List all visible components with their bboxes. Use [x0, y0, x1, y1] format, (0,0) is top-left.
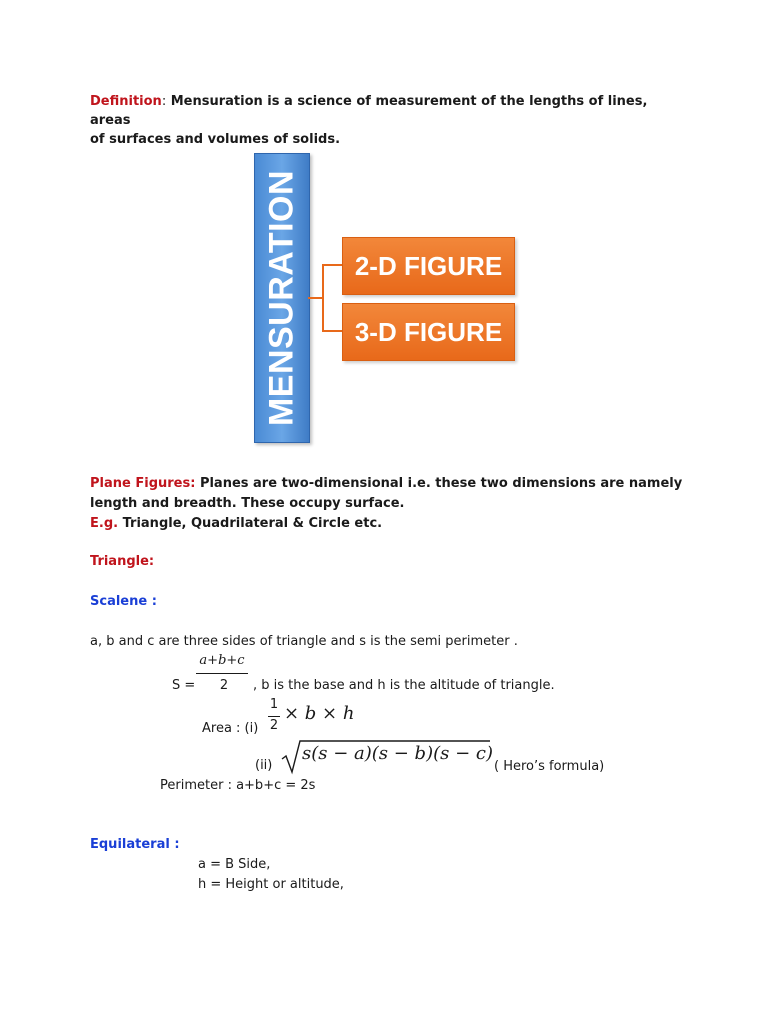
- s-denominator: 2: [219, 678, 229, 693]
- area-label: Area : (i): [202, 721, 259, 736]
- heron-label: (ii): [255, 758, 273, 773]
- plane-figures-label: Plane Figures:: [90, 476, 196, 491]
- triangle-heading: Triangle:: [90, 554, 155, 569]
- equilateral-heading: Equilateral :: [90, 837, 180, 852]
- scalene-intro: a, b and c are three sides of triangle and s is the semi perimeter .: [90, 634, 518, 649]
- area-denominator: 2: [269, 718, 279, 733]
- s-numerator: a+b+c: [199, 653, 245, 668]
- area-expression: × b × h: [284, 703, 355, 724]
- definition-label: Definition: [90, 94, 162, 109]
- connector-vertical: [322, 264, 324, 331]
- connector-branch-2d: [322, 264, 342, 266]
- scalene-heading: Scalene :: [90, 594, 157, 609]
- area-numerator: 1: [269, 697, 279, 712]
- definition-text-line2: of surfaces and volumes of solids.: [90, 132, 341, 147]
- definition-text-line1: Mensuration is a science of measurement of the lengths of lines, areas: [90, 94, 648, 128]
- s-suffix: , b is the base and h is the altitude of triangle.: [253, 678, 555, 693]
- equilateral-line1: a = B Side,: [198, 857, 271, 872]
- example-text: Triangle, Quadrilateral & Circle etc.: [118, 516, 383, 531]
- mensuration-root-label: MENSURATION: [262, 169, 301, 427]
- 3d-figure-box: 3-D FIGURE: [342, 303, 515, 361]
- s-fraction-bar: [196, 673, 248, 674]
- perimeter-text: Perimeter : a+b+c = 2s: [160, 778, 316, 793]
- area-fraction-bar: [268, 716, 280, 717]
- heron-expression: s(s − a)(s − b)(s − c): [302, 743, 493, 764]
- heron-note: ( Hero’s formula): [494, 759, 605, 774]
- mensuration-root-box: [254, 153, 310, 443]
- connector-branch-3d: [322, 330, 342, 332]
- definition-separator: :: [161, 94, 167, 109]
- plane-figures-line2: length and breadth. These occupy surface.: [90, 496, 405, 511]
- example-label: E.g.: [90, 516, 119, 531]
- definition-paragraph: [90, 92, 690, 149]
- s-prefix: S =: [172, 678, 196, 693]
- plane-figures-paragraph: [90, 474, 690, 534]
- plane-figures-line1: Planes are two-dimensional i.e. these two dimensions are namely: [195, 476, 683, 491]
- equilateral-line2: h = Height or altitude,: [198, 877, 344, 892]
- 2d-figure-box: 2-D FIGURE: [342, 237, 515, 295]
